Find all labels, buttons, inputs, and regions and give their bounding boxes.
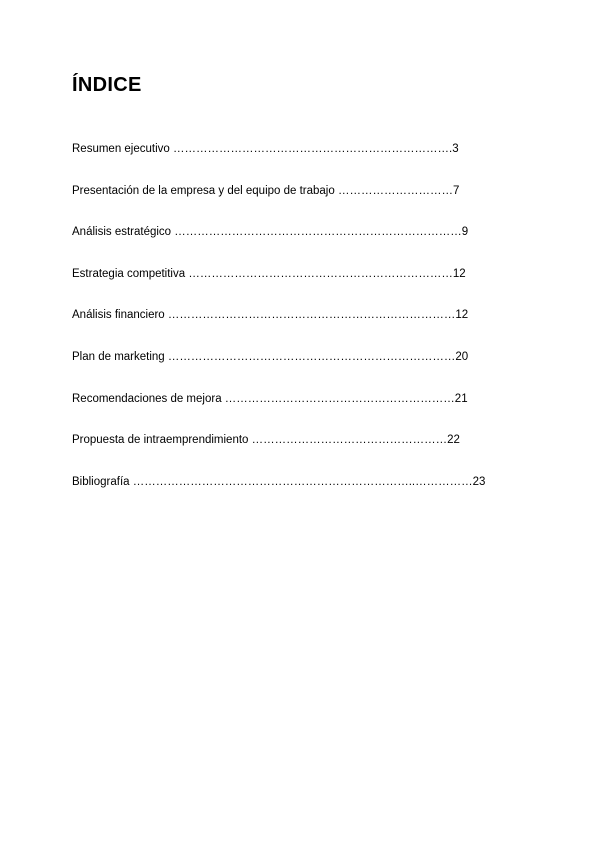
toc-entry-analisis-financiero[interactable] bbox=[72, 307, 502, 349]
toc-entry-propuesta-intraemprendimiento[interactable] bbox=[72, 432, 502, 474]
toc-entry-page-number: 23 bbox=[472, 475, 486, 488]
toc-entry-page-number: 12 bbox=[452, 267, 466, 280]
toc-entry-label: Propuesta de intraemprendimiento bbox=[72, 434, 249, 447]
toc-entry-leader: …………………………………………………………… bbox=[185, 267, 453, 280]
toc-entry-label: Análisis financiero bbox=[72, 309, 165, 322]
toc-entry-page-number: 21 bbox=[454, 392, 468, 405]
table-of-contents bbox=[72, 141, 502, 515]
toc-entry-page-number: 12 bbox=[455, 309, 469, 322]
toc-entry-leader: ………………………… bbox=[334, 184, 453, 197]
toc-entry-recomendaciones-mejora[interactable] bbox=[72, 391, 502, 433]
toc-entry-label: Presentación de la empresa y del equipo de trabajo bbox=[72, 184, 335, 197]
toc-entry-resumen-ejecutivo[interactable] bbox=[72, 141, 502, 183]
toc-entry-page-number: 9 bbox=[461, 226, 469, 239]
toc-entry-leader: ………………………………………………………………… bbox=[164, 309, 456, 322]
toc-entry-page-number: 20 bbox=[455, 350, 469, 363]
toc-entry-leader: ………………………………………………………………… bbox=[164, 350, 456, 363]
toc-entry-label: Recomendaciones de mejora bbox=[72, 392, 222, 405]
toc-entry-label: Bibliografía bbox=[72, 475, 130, 488]
toc-entry-label: Plan de marketing bbox=[72, 350, 165, 363]
toc-entry-estrategia-competitiva[interactable] bbox=[72, 266, 502, 308]
toc-entry-leader: …………………………………………………… bbox=[221, 392, 455, 405]
toc-entry-label: Análisis estratégico bbox=[72, 226, 172, 239]
toc-entry-page-number: 7 bbox=[452, 184, 460, 197]
page-title: ÍNDICE bbox=[72, 74, 142, 96]
toc-entry-leader: …………………………………………… bbox=[248, 434, 448, 447]
toc-entry-label: Estrategia competitiva bbox=[72, 267, 186, 280]
toc-entry-analisis-estrategico[interactable] bbox=[72, 224, 502, 266]
toc-entry-plan-de-marketing[interactable] bbox=[72, 349, 502, 391]
toc-entry-page-number: 3 bbox=[452, 143, 459, 155]
toc-entry-bibliografia[interactable] bbox=[72, 474, 502, 516]
toc-entry-leader: ………………………………………………………………..…………… bbox=[129, 475, 473, 488]
toc-entry-leader: ………………………………………………………………. bbox=[169, 143, 453, 155]
toc-entry-page-number: 22 bbox=[447, 434, 460, 447]
toc-entry-label: Resumen ejecutivo bbox=[72, 143, 170, 155]
toc-entry-presentacion-empresa[interactable] bbox=[72, 183, 502, 225]
toc-entry-leader: ………………………………………………………………… bbox=[171, 226, 462, 239]
